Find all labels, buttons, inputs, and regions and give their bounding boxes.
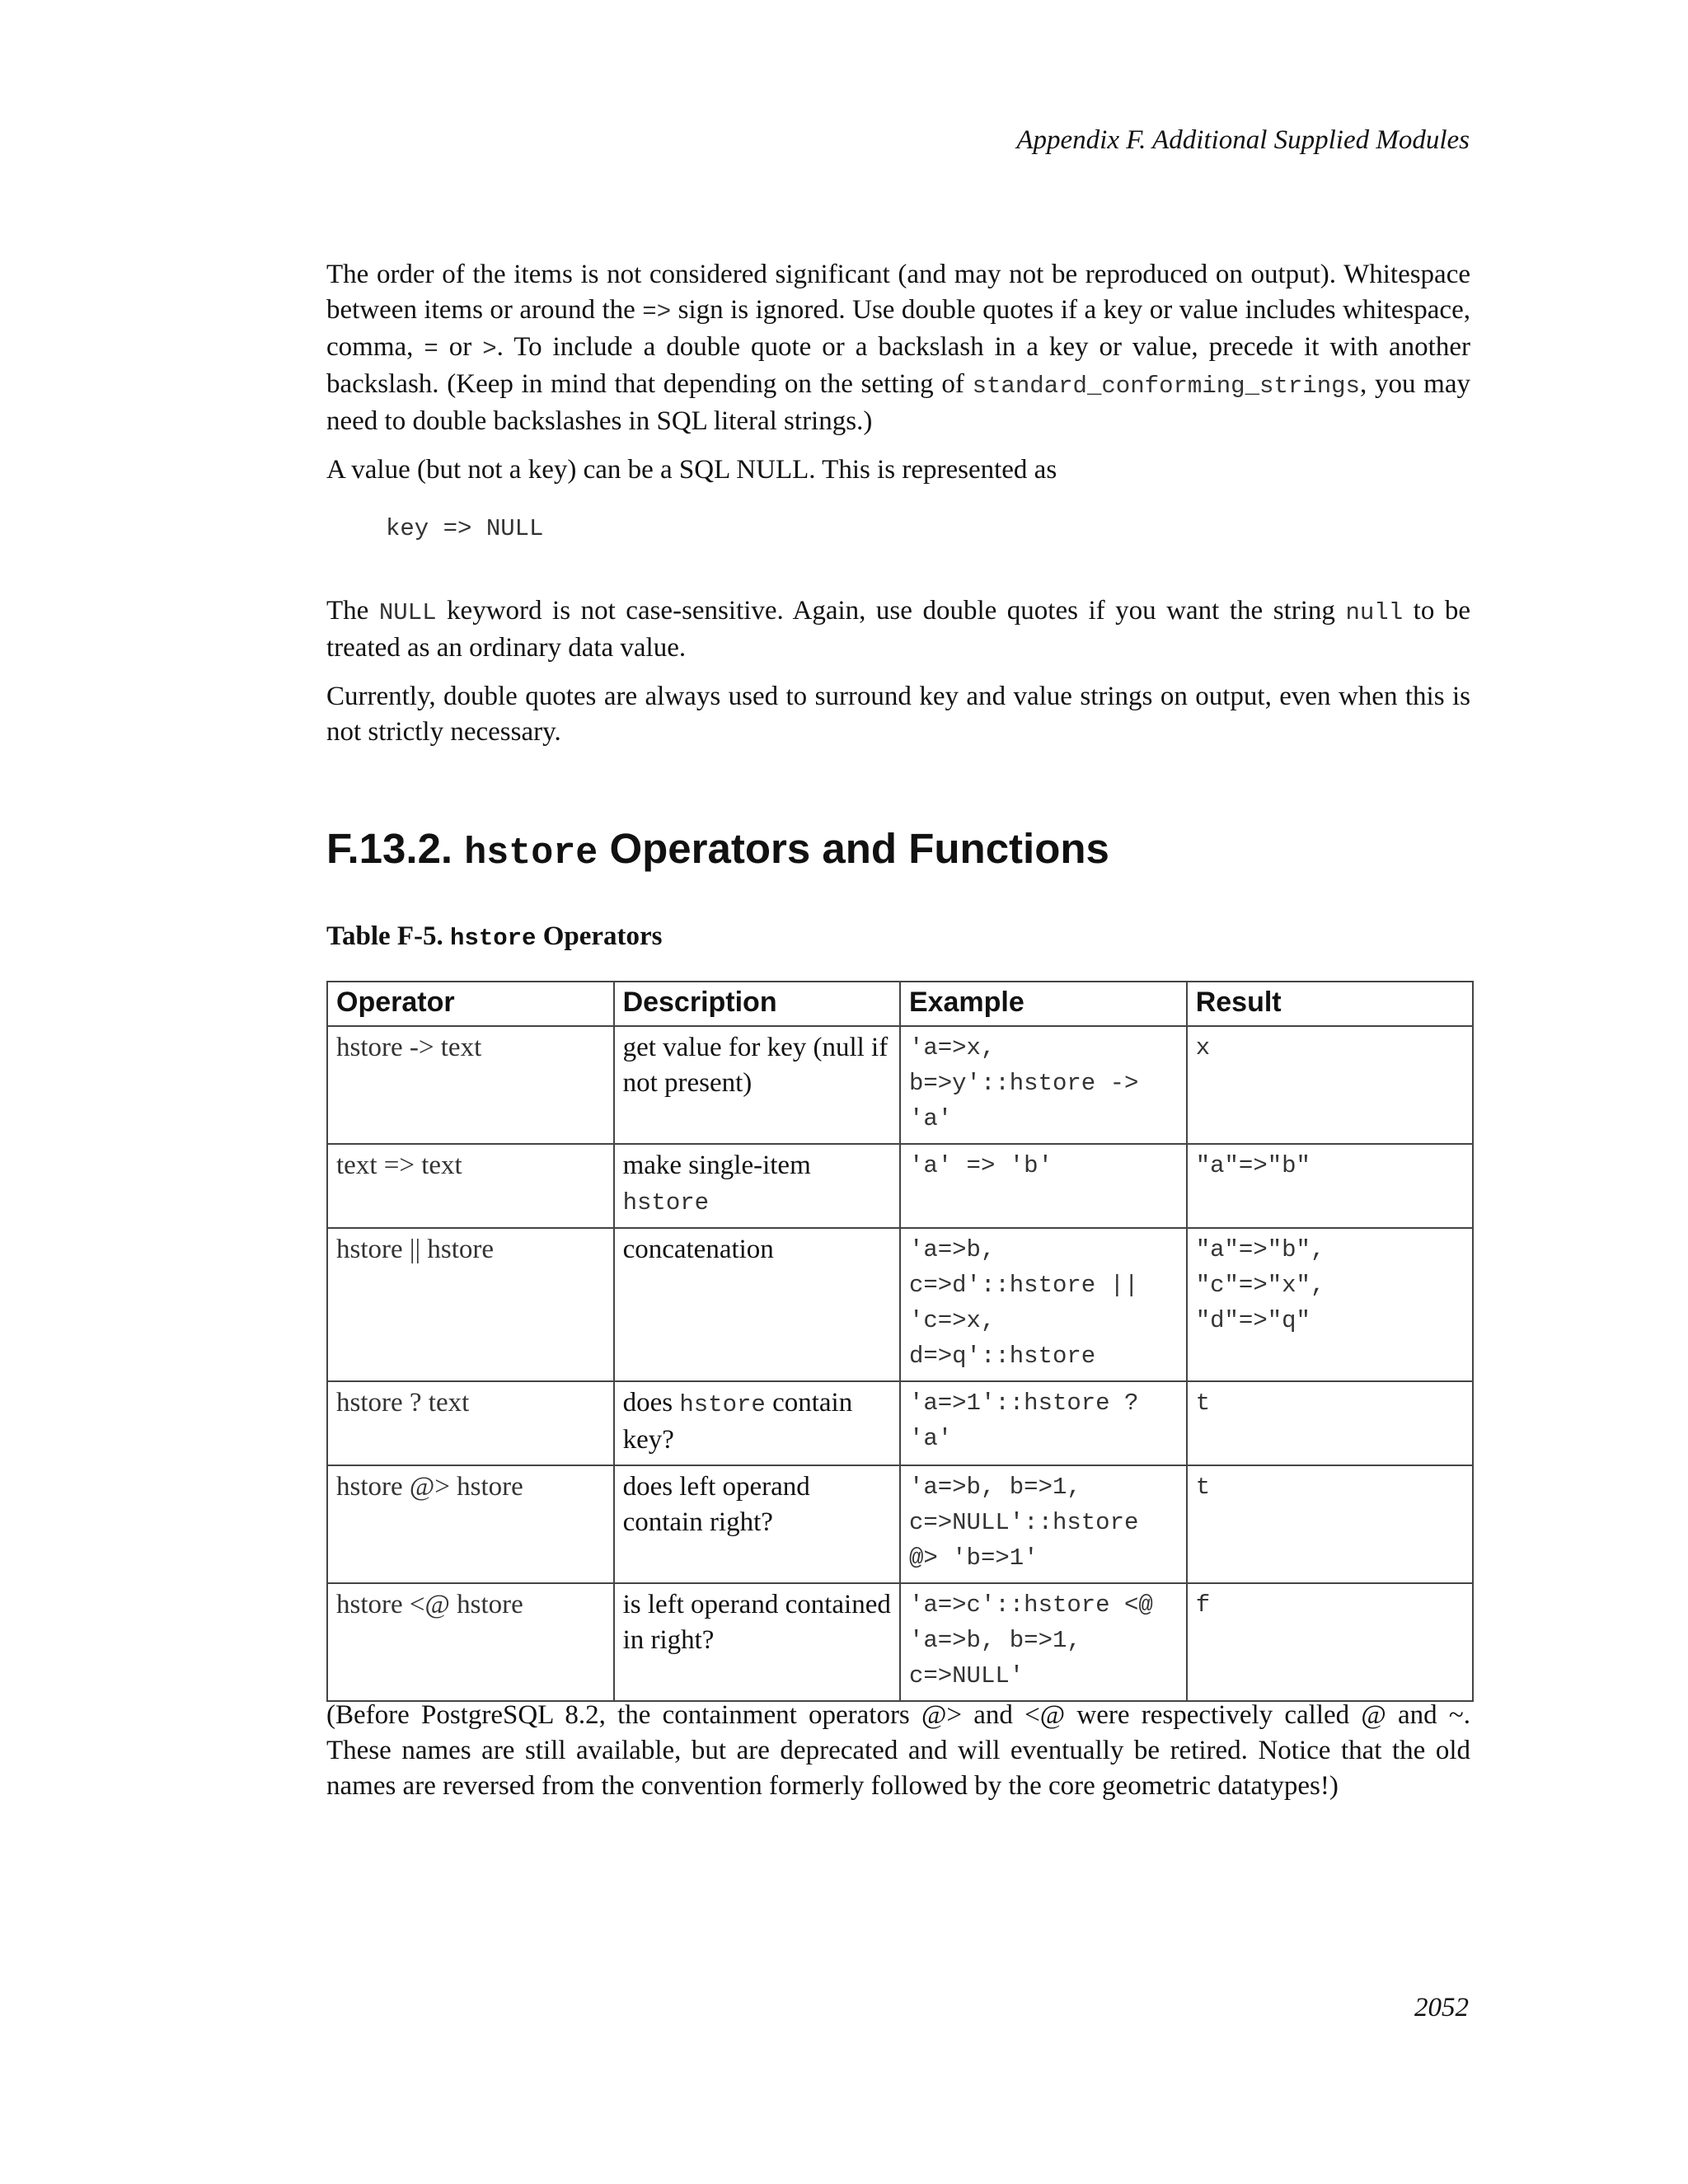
running-header: Appendix F. Additional Supplied Modules [1016,125,1470,155]
inline-code: hstore [622,1189,710,1216]
paragraph-double-quotes: Currently, double quotes are always used to surround key and value strings on output, even when this is not strictly necessary. [326,682,1470,747]
result-cell: x [1187,1026,1473,1144]
description-cell [614,1144,900,1228]
example-cell: 'a=>b, c=>d'::hstore || 'c=>x, d=>q'::hstore [900,1228,1187,1381]
text-run: or [438,332,483,362]
table-caption [326,921,663,952]
section-number: F.13.2. [326,825,453,872]
result-cell: f [1187,1583,1473,1701]
result-cell: "a"=>"b", "c"=>"x", "d"=>"q" [1187,1228,1473,1381]
header-description: Description [614,982,900,1026]
caption-code: hstore [450,925,537,952]
text-run: . To include a double quote or a backslash in a key or value, precede it with another backslash. (Keep in mind that depending on the setting of [326,332,1470,399]
inline-code: > [482,335,497,363]
caption-prefix: Table F-5. [326,921,443,951]
result-cell: t [1187,1381,1473,1465]
paragraph-null-value: A value (but not a key) can be a SQL NULL. This is represented as [326,455,1057,485]
inline-code: hstore [679,1391,766,1418]
inline-code: NULL [378,599,437,626]
operators-table [326,981,1474,1702]
table-row [327,1026,1473,1144]
description-cell: does left operand contain right? [614,1465,900,1583]
inline-code: standard_conforming_strings [972,373,1360,400]
example-cell: 'a=>x, b=>y'::hstore -> 'a' [900,1026,1187,1144]
text-run: keyword is not case-sensitive. Again, use double quotes if you want the string [436,596,1346,626]
table-row [327,1381,1473,1465]
header-result: Result [1187,982,1473,1026]
table-row [327,1228,1473,1381]
operator-cell: hstore || hstore [327,1228,614,1381]
inline-code: = [424,335,438,363]
text-run: does [622,1388,673,1418]
header-operator: Operator [327,982,614,1026]
inline-code: => [642,298,672,326]
description-cell: is left operand contained in right? [614,1583,900,1701]
footnote-paragraph: (Before PostgreSQL 8.2, the containment operators @> and <@ were respectively called @ and ~. These names are still available, but are deprecated and will eventually be retired. Notice that the old names are reversed from the convention formerly followed by the core geometric datatypes!) [326,1700,1470,1801]
text-run: The [326,596,379,626]
table-row [327,1465,1473,1583]
description-cell: concatenation [614,1228,900,1381]
result-cell: "a"=>"b" [1187,1144,1473,1228]
result-cell: t [1187,1465,1473,1583]
operator-cell: hstore ? text [327,1381,614,1465]
operator-cell: hstore <@ hstore [327,1583,614,1701]
section-title: Operators and Functions [609,825,1109,872]
code-example: key => NULL [386,515,544,542]
operator-cell: hstore -> text [327,1026,614,1144]
caption-suffix: Operators [542,921,663,951]
header-example: Example [900,982,1187,1026]
section-code: hstore [464,832,598,874]
body-text [326,257,1470,763]
description-cell [614,1381,900,1465]
example-cell: 'a=>1'::hstore ? 'a' [900,1381,1187,1465]
text-run: sign is ignored. Use double quotes if a key or value includes whitespace, comma, [326,295,1470,362]
table-row [327,1144,1473,1228]
text-run: The order of the items is not considered significant (and may not be reproduced on output). Whitespace between items or around the [326,260,1470,325]
operator-cell: text => text [327,1144,614,1228]
page-number: 2052 [1414,1993,1469,2022]
example-cell: 'a' => 'b' [900,1144,1187,1228]
section-heading [326,824,1109,874]
table-row [327,1583,1473,1701]
table-header-row [327,982,1473,1026]
text-run: , you may need to double backslashes in SQL literal strings.) [326,369,1470,436]
inline-code: null [1345,599,1404,626]
text-run: to be treated as an ordinary data value. [326,596,1470,663]
text-run: contain key? [622,1388,853,1455]
text-run: make single-item [622,1151,811,1180]
example-cell: 'a=>c'::hstore <@ 'a=>b, b=>1, c=>NULL' [900,1583,1187,1701]
description-cell: get value for key (null if not present) [614,1026,900,1144]
example-cell: 'a=>b, b=>1, c=>NULL'::hstore @> 'b=>1' [900,1465,1187,1583]
operator-cell: hstore @> hstore [327,1465,614,1583]
paragraph-null-keyword [326,593,1470,666]
paragraph-whitespace [326,257,1470,439]
